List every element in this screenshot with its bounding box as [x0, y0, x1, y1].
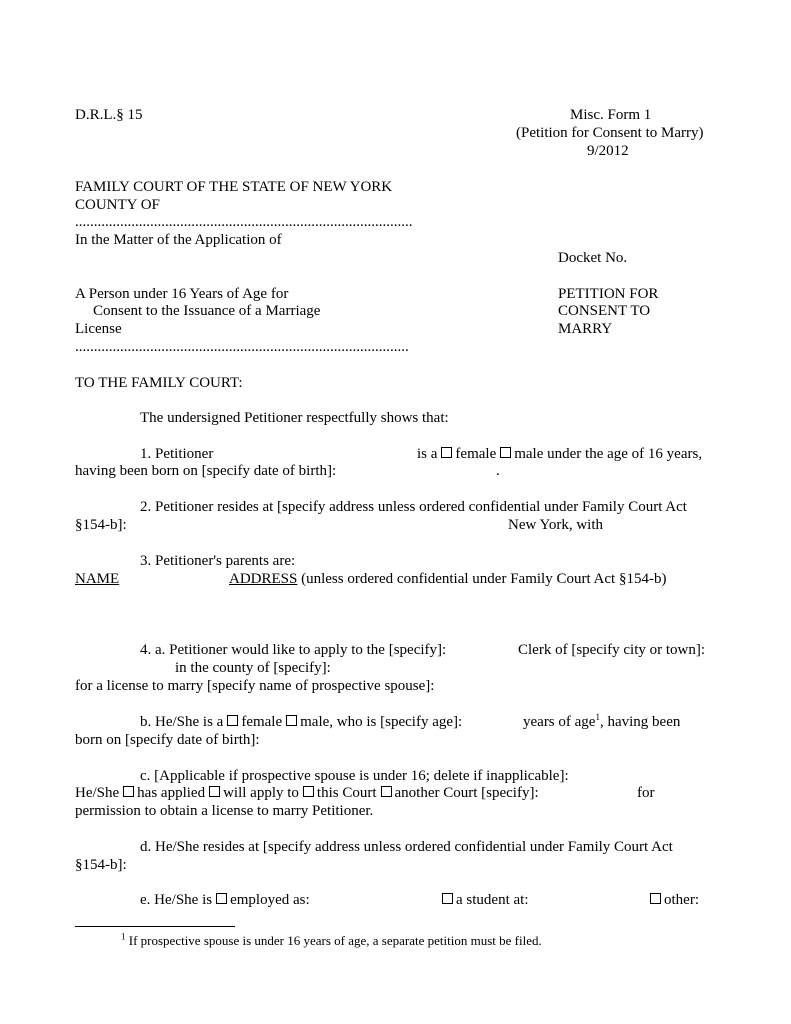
spouse-male-checkbox[interactable] — [286, 715, 297, 726]
student-option — [438, 891, 528, 909]
para-2-residence: 2. Petitioner resides at [specify address unless ordered confidential under Family Court Act — [140, 499, 687, 515]
footnote — [121, 932, 542, 950]
para-4d-statute: §154-b]: — [75, 857, 127, 873]
years-of-age: years of age — [523, 714, 596, 730]
county-label: COUNTY OF — [75, 197, 160, 213]
para-4c-for: for — [637, 785, 655, 801]
spouse-male-label: male, who is [specify age]: — [300, 714, 463, 730]
para-4a-apply: 4. a. Petitioner would like to apply to the [specify]: — [140, 642, 447, 658]
para-4a-clerk: Clerk of [specify city or town]: — [518, 642, 706, 658]
para-4b-age-line — [523, 713, 680, 731]
para-4c-options — [75, 784, 539, 802]
statute-citation: D.R.L.§ 15 — [75, 107, 143, 123]
female-label: female — [455, 446, 497, 462]
address-heading: ADDRESS — [229, 571, 298, 587]
footnote-marker: 1 — [121, 931, 126, 942]
para-4b-lead: b. He/She is a — [140, 714, 224, 730]
employed-checkbox[interactable] — [216, 893, 227, 904]
court-name: FAMILY COURT OF THE STATE OF NEW YORK — [75, 179, 393, 195]
para-1-is-a: is a — [417, 446, 438, 462]
he-she-label: He/She — [75, 785, 120, 801]
para-4d-residence: d. He/She resides at [specify address unless ordered confidential under Family Court Act — [140, 839, 673, 855]
form-title: (Petition for Consent to Marry) — [516, 125, 704, 141]
para-4b-gender-line — [140, 713, 462, 731]
para-4c-applicable: c. [Applicable if prospective spouse is under 16; delete if inapplicable]: — [140, 768, 569, 784]
female-checkbox[interactable] — [441, 447, 452, 458]
para-4b-birth: born on [specify date of birth]: — [75, 732, 260, 748]
addressee: TO THE FAMILY COURT: — [75, 375, 243, 391]
para-1-birth-date-label: having been born on [specify date of birth]: — [75, 463, 337, 479]
male-label: male under the age of 16 years, — [514, 446, 703, 462]
footnote-separator — [75, 926, 235, 927]
has-applied-label: has applied — [137, 785, 206, 801]
form-number: Misc. Form 1 — [570, 107, 652, 123]
parents-name-column: NAME — [75, 571, 120, 587]
para-2-new-york-with: New York, with — [508, 517, 604, 533]
caption-dotted-line-bottom: ......................................................................................... — [75, 339, 409, 355]
para-1-period: . — [496, 463, 500, 479]
para-4e-employed-line — [140, 891, 310, 909]
docket-label: Docket No. — [558, 250, 628, 266]
another-court-label: another Court [specify]: — [394, 785, 539, 801]
intro-statement: The undersigned Petitioner respectfully shows that: — [140, 410, 449, 426]
footnote-reference[interactable]: 1 — [595, 712, 600, 722]
para-4e-lead: e. He/She is — [140, 892, 213, 908]
this-court-label: this Court — [316, 785, 377, 801]
para-1-gender-line — [417, 445, 702, 463]
will-apply-label: will apply to — [223, 785, 299, 801]
other-option — [646, 891, 699, 909]
address-note: (unless ordered confidential under Family Court Act §154-b) — [301, 571, 667, 587]
other-label: other: — [664, 892, 699, 908]
petition-title-line-1: PETITION FOR — [558, 286, 659, 302]
employed-label: employed as: — [230, 892, 310, 908]
male-checkbox[interactable] — [500, 447, 511, 458]
petition-title-line-3: MARRY — [558, 321, 613, 337]
matter-heading: In the Matter of the Application of — [75, 232, 282, 248]
this-court-checkbox[interactable] — [303, 786, 314, 797]
parents-address-column — [229, 570, 666, 588]
caption-dotted-line-top: .......................................................................................... — [75, 214, 413, 230]
para-4a-county: in the county of [specify]: — [175, 660, 331, 676]
para-2-statute: §154-b]: — [75, 517, 127, 533]
para-3-parents: 3. Petitioner's parents are: — [140, 553, 296, 569]
student-checkbox[interactable] — [442, 893, 453, 904]
spouse-female-label: female — [241, 714, 283, 730]
caption-left-line-1: A Person under 16 Years of Age for — [75, 286, 289, 302]
has-applied-checkbox[interactable] — [123, 786, 134, 797]
para-4c-permission: permission to obtain a license to marry Petitioner. — [75, 803, 374, 819]
caption-left-line-2: Consent to the Issuance of a Marriage — [93, 303, 321, 319]
petition-title-line-2: CONSENT TO — [558, 303, 651, 319]
para-4a-license: for a license to marry [specify name of prospective spouse]: — [75, 678, 435, 694]
another-court-checkbox[interactable] — [381, 786, 392, 797]
form-date: 9/2012 — [587, 143, 629, 159]
having-been: , having been — [599, 714, 681, 730]
other-checkbox[interactable] — [650, 893, 661, 904]
will-apply-checkbox[interactable] — [209, 786, 220, 797]
para-1-petitioner: 1. Petitioner — [140, 446, 214, 462]
caption-left-line-3: License — [75, 321, 122, 337]
student-label: a student at: — [456, 892, 529, 908]
spouse-female-checkbox[interactable] — [227, 715, 238, 726]
footnote-text: If prospective spouse is under 16 years of age, a separate petition must be filed. — [125, 933, 542, 948]
